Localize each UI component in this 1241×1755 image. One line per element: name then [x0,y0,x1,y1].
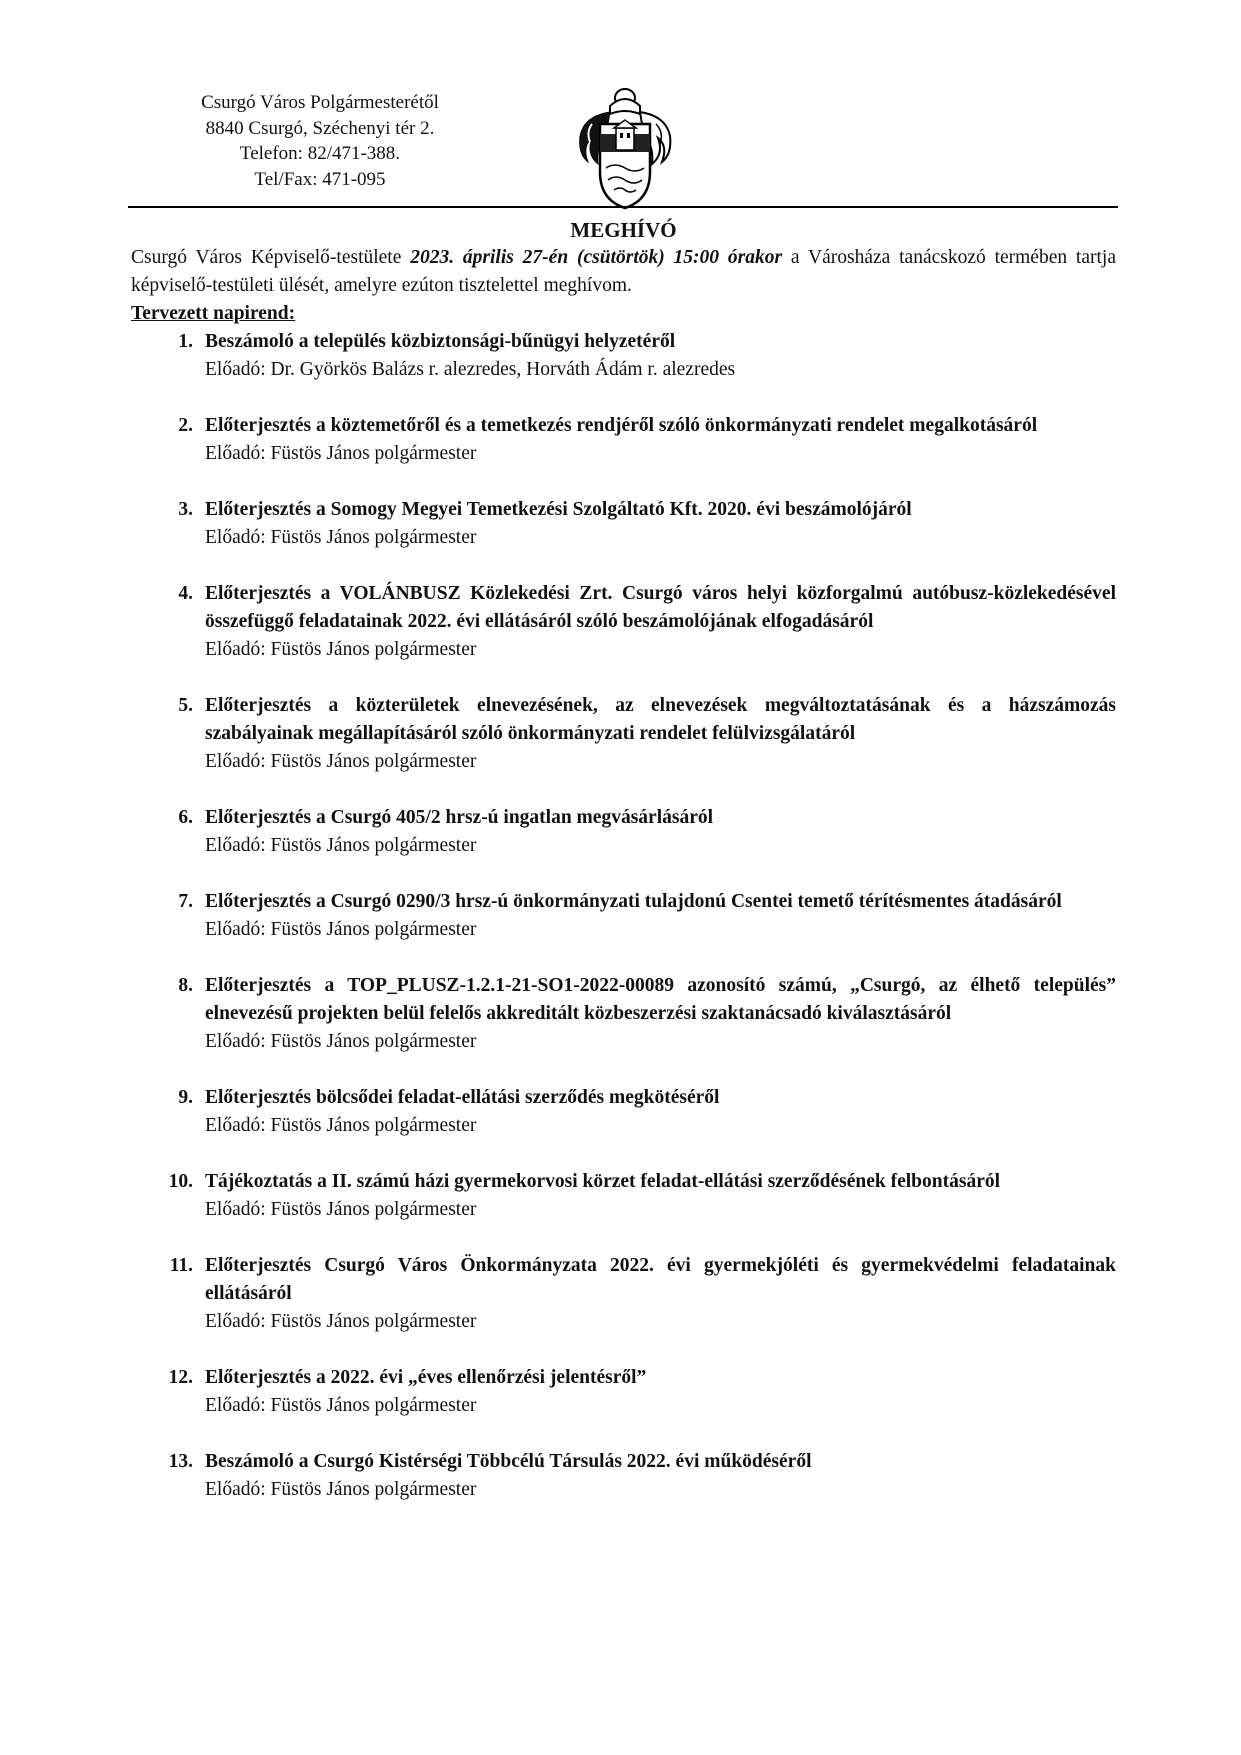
agenda-item-presenter: Előadó: Füstös János polgármester [205,639,477,660]
agenda-item-presenter: Előadó: Füstös János polgármester [205,751,477,772]
meeting-date: 2023. április 27-én (csütörtök) 15:00 órakor [410,247,783,268]
agenda-item-presenter: Előadó: Füstös János polgármester [205,443,477,464]
agenda-item-title: Előterjesztés a közterületek elnevezésének, az elnevezések megváltoztatásának és a házszámozás szabályainak megállapításáról szóló önkormányzati rendelet felülvizsgálatáról [205,695,1116,744]
sender-address [160,90,480,192]
agenda-item-presenter: Előadó: Füstös János polgármester [205,527,477,548]
agenda-item-title: Előterjesztés a Somogy Megyei Temetkezési Szolgáltató Kft. 2020. évi beszámolójáról [205,499,912,520]
agenda-list [131,328,1116,1504]
agenda-item [131,692,1116,776]
agenda-item-title: Előterjesztés a VOLÁNBUSZ Közlekedési Zrt. Csurgó város helyi közforgalmú autóbusz-közlekedésével összefüggő feladatainak 2022. évi ellátásáról szóló beszámolójának elfogadásáról [205,583,1116,632]
agenda-heading: Tervezett napirend: [131,303,296,324]
agenda-item-number: 8. [178,975,193,996]
agenda-item-number: 12. [168,1367,193,1388]
agenda-item-number: 1. [178,331,193,352]
agenda-item-title: Előterjesztés a köztemetőről és a temetkezés rendjéről szóló önkormányzati rendelet megalkotásáról [205,415,1038,436]
agenda-item-number: 4. [178,583,193,604]
letterhead [0,0,1241,210]
sender-phone: Telefon: 82/471-388. [239,143,401,164]
agenda-item-number: 11. [169,1255,193,1276]
agenda-item-presenter: Előadó: Füstös János polgármester [205,1115,477,1136]
agenda-item-presenter: Előadó: Füstös János polgármester [205,1479,477,1500]
agenda-item-presenter: Előadó: Füstös János polgármester [205,1395,477,1416]
agenda-item-title: Tájékoztatás a II. számú házi gyermekorvosi körzet feladat-ellátási szerződésének felbontásáról [205,1171,1001,1192]
agenda-item [131,1448,1116,1504]
agenda-item-title: Beszámoló a Csurgó Kistérségi Többcélú Társulás 2022. évi működéséről [205,1451,812,1472]
sender-fax: Tel/Fax: 471-095 [254,168,386,190]
agenda-item-title: Előterjesztés a 2022. évi „éves ellenőrzési jelentésről” [205,1367,647,1388]
agenda-item-number: 2. [178,415,193,436]
document-title: MEGHÍVÓ [570,218,677,242]
agenda-item-number: 10. [168,1171,193,1192]
agenda-item-number: 13. [168,1451,193,1472]
agenda-item [131,1084,1116,1140]
agenda-item-presenter: Előadó: Füstös János polgármester [205,1031,477,1052]
agenda-item-presenter: Előadó: Füstös János polgármester [205,1311,477,1332]
agenda-item-number: 7. [178,891,193,912]
sender-street: 8840 Csurgó, Széchenyi tér 2. [205,117,435,139]
invitation-body [131,216,1116,1532]
agenda-item-title: Beszámoló a település közbiztonsági-bűnügyi helyzetéről [205,331,676,352]
invitation-intro [131,244,1116,300]
agenda-item [131,1364,1116,1420]
agenda-item [131,1252,1116,1336]
agenda-item [131,888,1116,944]
agenda-item-title: Előterjesztés a TOP_PLUSZ-1.2.1-21-SO1-2022-00089 azonosító számú, „Csurgó, az élhető település” elnevezésű projekten belül felelős akkreditált közbeszerzési szaktanácsadó kiválasztásáról [205,975,1116,1024]
agenda-item [131,496,1116,552]
agenda-item-title: Előterjesztés a Csurgó 405/2 hrsz-ú ingatlan megvásárlásáról [205,807,714,828]
intro-text-start: Csurgó Város Képviselő-testülete [131,247,411,268]
agenda-item [131,1168,1116,1224]
agenda-item-presenter: Előadó: Füstös János polgármester [205,1199,477,1220]
agenda-item-presenter: Előadó: Füstös János polgármester [205,919,477,940]
sender-name: Csurgó Város Polgármesterétől [201,92,439,113]
header-divider [128,206,1118,208]
agenda-item-title: Előterjesztés Csurgó Város Önkormányzata 2022. évi gyermekjóléti és gyermekvédelmi feladatainak ellátásáról [205,1255,1116,1304]
agenda-item-number: 5. [178,695,193,716]
agenda-item-number: 9. [178,1087,193,1108]
agenda-item [131,580,1116,664]
intro-text-end: a Városháza tanácskozó termében tartja képviselő-testületi ülését, amelyre ezúton tisztelettel meghívom. [131,247,1116,296]
agenda-item [131,328,1116,384]
agenda-item-title: Előterjesztés bölcsődei feladat-ellátási szerződés megkötéséről [205,1087,720,1108]
coat-of-arms-icon [570,84,680,214]
agenda-item-number: 6. [178,807,193,828]
agenda-item-presenter: Előadó: Füstös János polgármester [205,835,477,856]
agenda-item-title: Előterjesztés a Csurgó 0290/3 hrsz-ú önkormányzati tulajdonú Csentei temető térítésmentes átadásáról [205,891,1062,912]
agenda-item-presenter: Előadó: Dr. Györkös Balázs r. alezredes, Horváth Ádám r. alezredes [205,359,736,380]
agenda-item [131,804,1116,860]
agenda-item [131,972,1116,1056]
agenda-item [131,412,1116,468]
agenda-item-number: 3. [178,499,193,520]
